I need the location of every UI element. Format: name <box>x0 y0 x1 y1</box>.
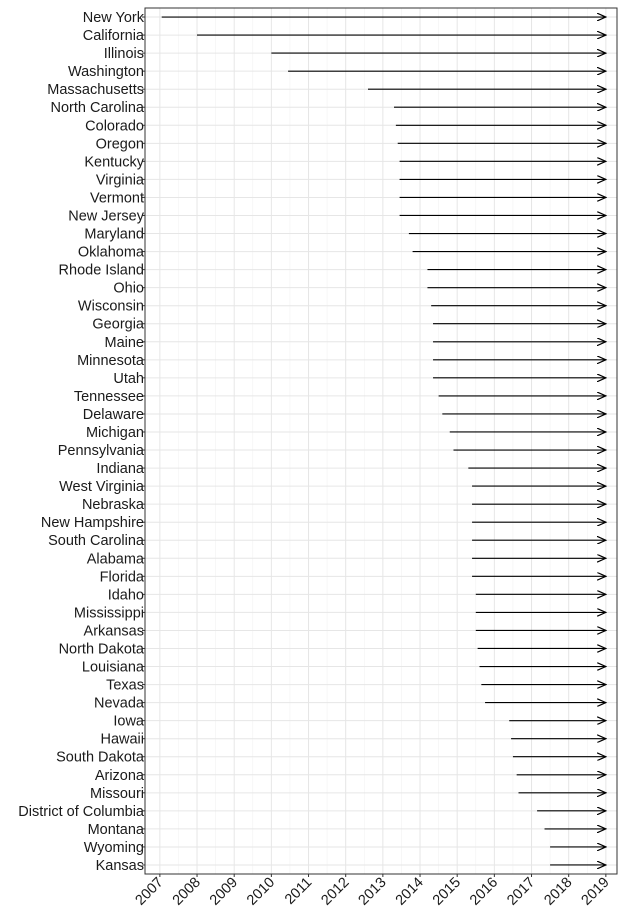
y-label-new-york: New York <box>82 10 144 27</box>
y-label-florida: Florida <box>99 569 144 586</box>
y-label-delaware: Delaware <box>82 406 144 423</box>
y-label-utah: Utah <box>113 370 144 387</box>
y-label-kansas: Kansas <box>95 857 144 874</box>
y-label-idaho: Idaho <box>107 587 144 604</box>
y-label-massachusetts: Massachusetts <box>47 82 144 99</box>
x-label-2013: 2013 <box>355 874 390 909</box>
y-label-pennsylvania: Pennsylvania <box>57 443 144 460</box>
x-label-2016: 2016 <box>467 874 502 909</box>
y-label-michigan: Michigan <box>85 424 144 441</box>
x-label-2015: 2015 <box>429 874 465 909</box>
y-label-virginia: Virginia <box>95 172 144 189</box>
y-label-arkansas: Arkansas <box>83 623 144 640</box>
y-label-mississippi: Mississippi <box>73 605 144 622</box>
x-label-2019: 2019 <box>578 874 613 909</box>
y-label-north-dakota: North Dakota <box>58 641 144 658</box>
x-label-2012: 2012 <box>318 874 353 909</box>
y-label-colorado: Colorado <box>85 118 144 135</box>
y-label-arizona: Arizona <box>94 767 144 784</box>
y-label-missouri: Missouri <box>90 785 144 802</box>
y-label-south-dakota: South Dakota <box>56 749 144 766</box>
grid <box>145 8 617 874</box>
y-label-rhode-island: Rhode Island <box>58 262 144 279</box>
y-label-west-virginia: West Virginia <box>59 479 144 496</box>
y-label-nevada: Nevada <box>94 695 144 712</box>
x-label-2009: 2009 <box>206 874 242 909</box>
y-label-oregon: Oregon <box>95 136 144 153</box>
y-label-california: California <box>82 28 144 45</box>
y-label-georgia: Georgia <box>92 316 144 333</box>
y-label-alabama: Alabama <box>86 551 144 568</box>
y-label-new-jersey: New Jersey <box>68 208 144 225</box>
state-labels <box>18 10 145 874</box>
y-label-illinois: Illinois <box>103 46 144 63</box>
y-label-washington: Washington <box>67 64 144 81</box>
y-label-texas: Texas <box>106 677 144 694</box>
y-label-iowa: Iowa <box>113 713 144 730</box>
y-label-louisiana: Louisiana <box>81 659 144 676</box>
y-label-nebraska: Nebraska <box>81 497 144 514</box>
x-label-2018: 2018 <box>541 874 576 909</box>
y-label-new-hampshire: New Hampshire <box>40 515 144 532</box>
x-label-2007: 2007 <box>132 874 167 909</box>
y-label-wyoming: Wyoming <box>83 839 144 856</box>
y-label-maryland: Maryland <box>84 226 144 243</box>
y-label-south-carolina: South Carolina <box>48 533 144 550</box>
y-label-district-of-columbia: District of Columbia <box>18 803 144 820</box>
y-label-ohio: Ohio <box>113 280 144 297</box>
y-label-indiana: Indiana <box>96 461 144 478</box>
arrows <box>162 17 606 865</box>
x-label-2008: 2008 <box>169 874 204 909</box>
y-label-tennessee: Tennessee <box>73 388 144 405</box>
x-label-2014: 2014 <box>392 874 427 909</box>
y-label-hawaii: Hawaii <box>100 731 144 748</box>
y-label-oklahoma: Oklahoma <box>77 244 144 261</box>
x-label-2010: 2010 <box>244 874 279 909</box>
y-label-wisconsin: Wisconsin <box>77 298 144 315</box>
x-label-2017: 2017 <box>504 874 539 909</box>
y-label-vermont: Vermont <box>90 190 144 207</box>
y-label-north-carolina: North Carolina <box>50 100 144 117</box>
y-label-kentucky: Kentucky <box>84 154 144 171</box>
y-label-montana: Montana <box>87 821 144 838</box>
y-label-maine: Maine <box>104 334 144 351</box>
x-label-2011: 2011 <box>281 874 316 908</box>
y-label-minnesota: Minnesota <box>77 352 144 369</box>
year-labels <box>133 874 613 909</box>
